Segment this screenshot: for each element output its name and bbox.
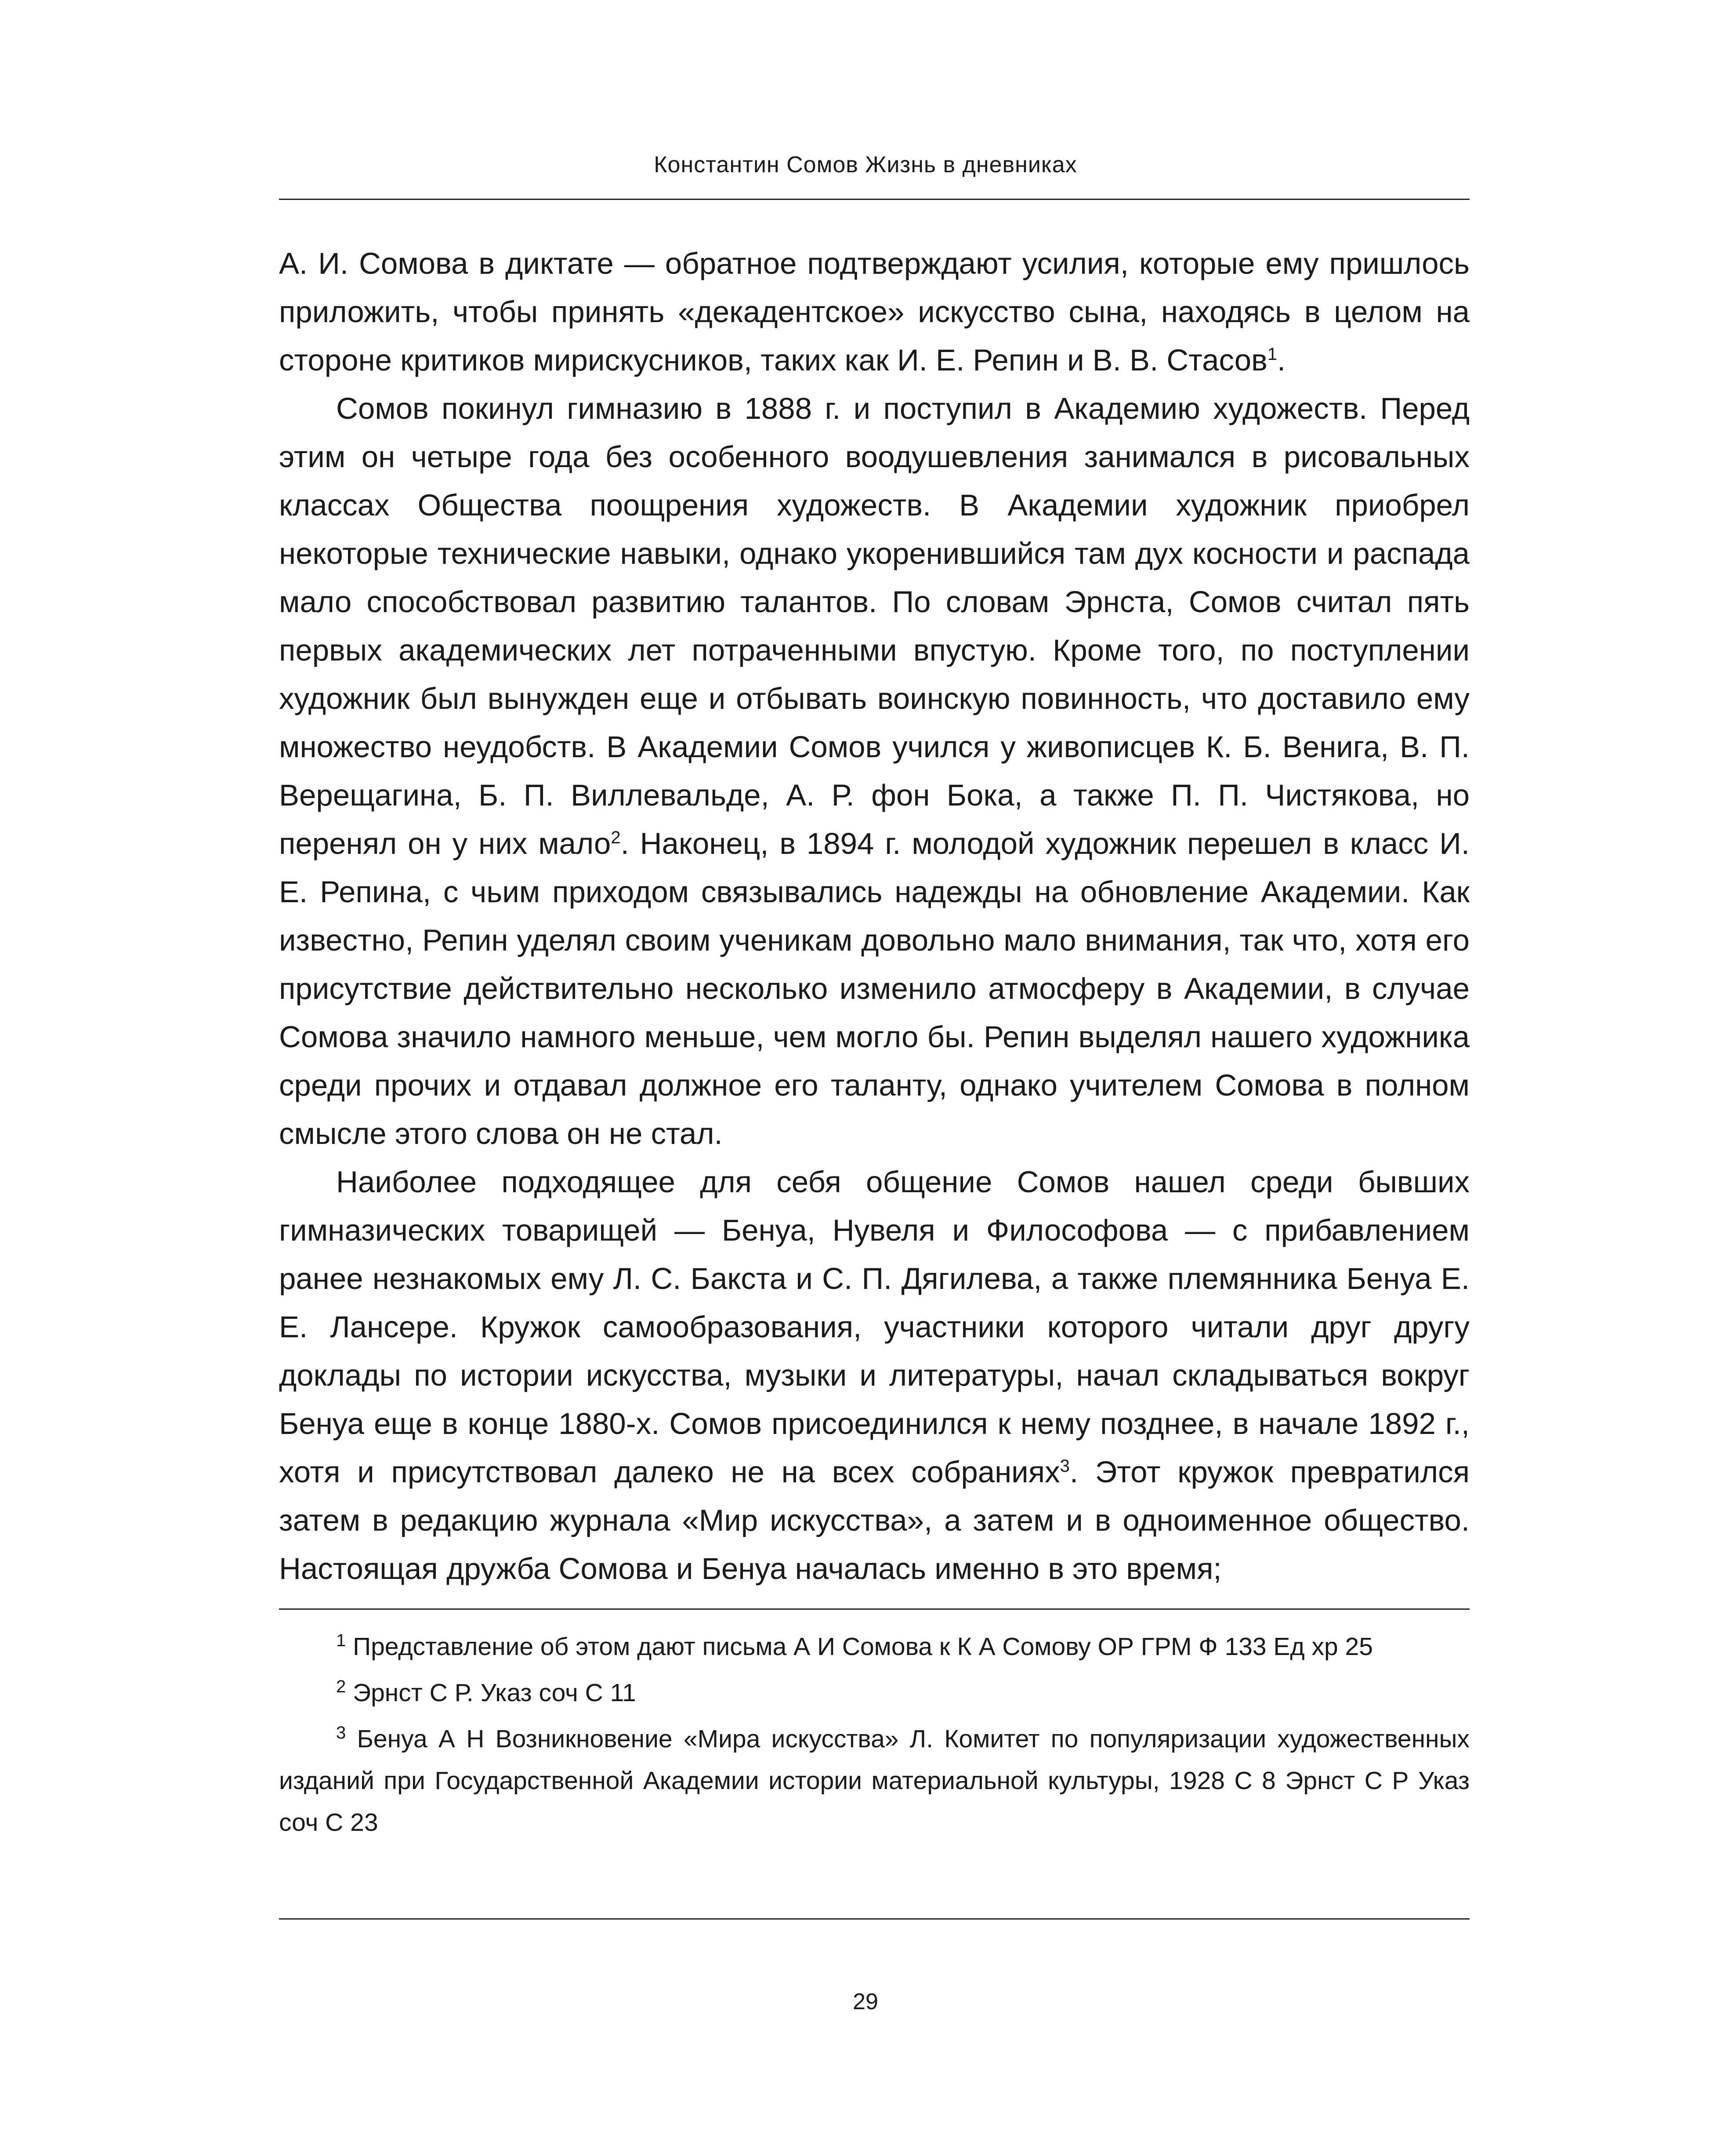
footnote-number: 3 <box>336 1723 346 1742</box>
paragraph-2-text-a: Сомов покинул гимназию в 1888 г. и поступил в Академию художеств. Перед этим он четыре года без особенного воодушевления занимался в рисовальных классах Общества поощрения художеств. В Академии художник приобрел некоторые технические навыки, однако укоренившийся там дух косности и распада мало способствовал развитию талантов. По словам Эрнста, Сомов считал пять первых академических лет потраченными впустую. Кроме того, по поступлении художник был вынужден еще и отбывать воинскую повинность, что доставило ему множество неудобств. В Академии Сомов учился у живописцев К. Б. Венига, В. П. Верещагина, Б. П. Виллевальде, А. Р. фон Бока, а также П. П. Чистякова, но перенял он у них мало <box>279 392 1470 860</box>
paragraph-2-text-b: . Наконец, в 1894 г. молодой художник перешел в класс И. Е. Репина, с чьим приходом связывались надежды на обновление Академии. Как известно, Репин уделял своим ученикам довольно мало внимания, так что, хотя его присутствие действительно несколько изменило атмосферу в Академии, в случае Сомова значило намного меньше, чем могло бы. Репин выделял нашего художника среди прочих и отдавал должное его таланту, однако учителем Сомова в полном смысле этого слова он не стал. <box>279 827 1470 1151</box>
main-text <box>279 240 1470 1593</box>
bottom-rule <box>279 1918 1470 1920</box>
running-header: Константин Сомов Жизнь в дневниках <box>654 152 1077 178</box>
paragraph-3-text-a: Наиболее подходящее для себя общение Сомов нашел среди бывших гимназических товарищей — Бенуа, Нувеля и Философова — с прибавлением ранее незнакомых ему Л. С. Бакста и С. П. Дягилева, а также племянника Бенуа Е. Е. Лансере. Кружок самообразования, участники которого читали друг другу доклады по истории искусства, музыки и литературы, начал складываться вокруг Бенуа еще в конце 1880-х. Сомов присоединился к нему позднее, в начале 1892 г., хотя и присутствовал далеко не на всех собраниях <box>279 1165 1470 1489</box>
footnote-text: Бенуа А Н Возникновение «Мира искусства» Л. Комитет по популяризации художественных изданий при Государственной Академии истории материальной культуры, 1928 С 8 Эрнст С Р Указ соч С 23 <box>279 1725 1470 1837</box>
footnotes <box>279 1626 1470 1848</box>
footnote <box>279 1672 1470 1714</box>
footnote-rule <box>279 1608 1470 1610</box>
footnote-number: 2 <box>336 1677 346 1696</box>
footnote-ref-1: 1 <box>1267 345 1277 364</box>
footnote-number: 1 <box>336 1631 346 1650</box>
footnote <box>279 1718 1470 1844</box>
footnote-ref-3: 3 <box>1060 1456 1070 1476</box>
paragraph-1-text: А. И. Сомова в диктате — обратное подтверждают усилия, которые ему пришлось приложить, чтобы принять «декадентское» искусство сына, находясь в целом на стороне критиков мирискусников, таких как И. Е. Репин и В. В. Стасов <box>279 247 1470 377</box>
header-rule <box>279 199 1470 200</box>
footnote-text: Эрнст С Р. Указ соч С 11 <box>353 1679 636 1707</box>
paragraph-3 <box>279 1158 1470 1593</box>
paragraph-2 <box>279 385 1470 1158</box>
paragraph-1: А. И. Сомова в диктате — обратное подтверждают усилия, которые ему пришлось приложить, чтобы принять «декадентское» искусство сына, находясь в целом на стороне критиков мирискусников, таких как И. Е. Репин и В. В. Стасов$^1$. <box>279 247 1470 377</box>
footnote <box>279 1626 1470 1668</box>
page-number: 29 <box>853 1989 878 2014</box>
paragraph-3-text-b: . Этот кружок превратился затем в редакцию журнала «Мир искусства», а затем и в одноименное общество. Настоящая дружба Сомова и Бенуа началась именно в это время; <box>279 1455 1470 1586</box>
footnote-ref-2: 2 <box>611 828 621 847</box>
footnote-text: Представление об этом дают письма А И Сомова к К А Сомову ОР ГРМ Ф 133 Ед хр 25 <box>353 1633 1373 1661</box>
